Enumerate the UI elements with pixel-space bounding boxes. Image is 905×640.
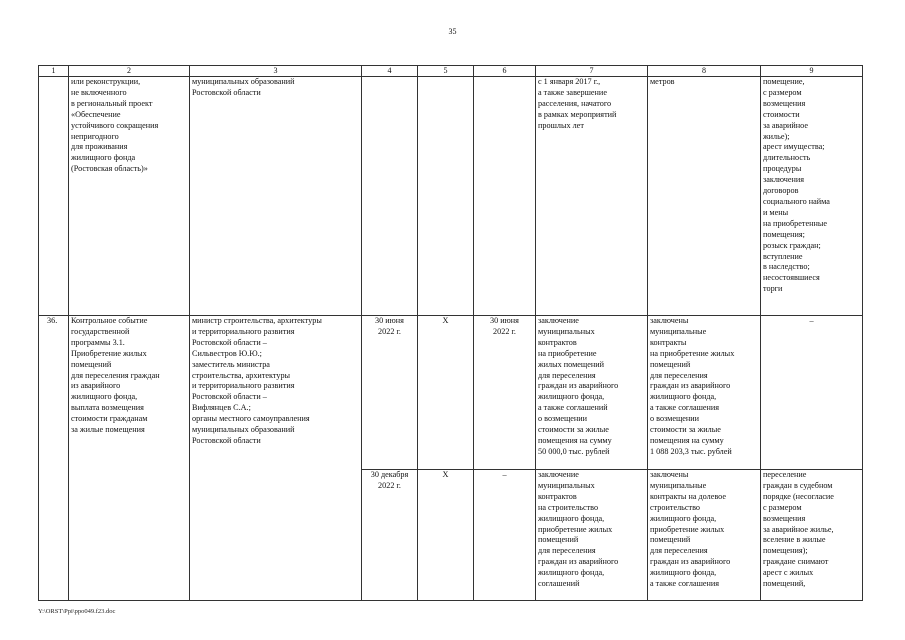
date-plan-cell: [362, 77, 418, 316]
column-number: 4: [362, 66, 418, 77]
plan-table: [38, 65, 863, 601]
row-number-cell: 36.: [39, 316, 69, 601]
expected-result-cell: с 1 января 2017 г., а также завершение расселения, начатого в рамках мероприятий прошлых лет: [536, 77, 648, 316]
column-number: 1: [39, 66, 69, 77]
actual-result-cell: заключены муниципальные контракты на долевое строительство жилищного фонда, приобретение жилых помещений для переселения граждан из аварийного жилищного фонда, а также соглашения: [648, 470, 761, 601]
problems-cell: помещение, с размером возмещения стоимости за аварийное жилье); арест имущества; длительность процедуры заключения договоров социального найма и мены на приобретенные помещения; розыск граждан; вступление в наследство; несостоявшиеся торги: [761, 77, 863, 316]
date-actual-cell: 30 июня 2022 г.: [474, 316, 536, 470]
event-name-cell: или реконструкции, не включенного в региональный проект «Обеспечение устойчивого сокращения непригодного для проживания жилищного фонда (Ростовская область)»: [69, 77, 190, 316]
column-number: 2: [69, 66, 190, 77]
expected-result-cell: заключение муниципальных контрактов на приобретение жилых помещений для переселения граждан из аварийного жилищного фонда, а также соглашений о возмещении стоимости за жилые помещения на сумму 50 000,0 тыс. рублей: [536, 316, 648, 470]
column-number: 3: [190, 66, 362, 77]
table-row-36: [39, 316, 863, 470]
problems-cell: переселение граждан в судебном порядке (несогласие с размером возмещения за аварийное жилье, вселение в жилые помещения); граждане снимают арест с жилых помещений,: [761, 470, 863, 601]
row-number-cell: [39, 77, 69, 316]
date-cell: Х: [418, 316, 474, 470]
date-plan-cell: 30 декабря 2022 г.: [362, 470, 418, 601]
responsible-cell: министр строительства, архитектуры и территориального развития Ростовской области – Сильвестров Ю.Ю.; заместитель министра строительства, архитектуры и территориального развития Ростовской области – Вифлянцев С.А.; органы местного самоуправления муниципальных образований Ростовской области: [190, 316, 362, 601]
problems-cell: –: [761, 316, 863, 470]
column-number: 6: [474, 66, 536, 77]
column-number: 7: [536, 66, 648, 77]
file-path-footer: Y:\ORST\Ppi\ppo049.f23.doc: [38, 608, 116, 615]
column-number: 9: [761, 66, 863, 77]
date-cell: [418, 77, 474, 316]
date-actual-cell: –: [474, 470, 536, 601]
responsible-cell: муниципальных образований Ростовской области: [190, 77, 362, 316]
expected-result-cell: заключение муниципальных контрактов на строительство жилищного фонда, приобретение жилых помещений для переселения граждан из аварийного жилищного фонда, соглашений: [536, 470, 648, 601]
date-cell: Х: [418, 470, 474, 601]
event-name-cell: Контрольное событие государственной программы 3.1. Приобретение жилых помещений для переселения граждан из аварийного жилищного фонда, выплата возмещения стоимости гражданам за жилые помещения: [69, 316, 190, 601]
column-number: 5: [418, 66, 474, 77]
date-plan-cell: 30 июня 2022 г.: [362, 316, 418, 470]
column-number: 8: [648, 66, 761, 77]
page-number: 35: [448, 27, 457, 36]
actual-result-cell: метров: [648, 77, 761, 316]
table-row-continued: [39, 77, 863, 316]
column-number-row: [39, 66, 863, 77]
date-actual-cell: [474, 77, 536, 316]
actual-result-cell: заключены муниципальные контракты на приобретение жилых помещений для переселения граждан из аварийного жилищного фонда, а также соглашения о возмещении стоимости за жилые помещения на сумму 1 088 203,3 тыс. рублей: [648, 316, 761, 470]
